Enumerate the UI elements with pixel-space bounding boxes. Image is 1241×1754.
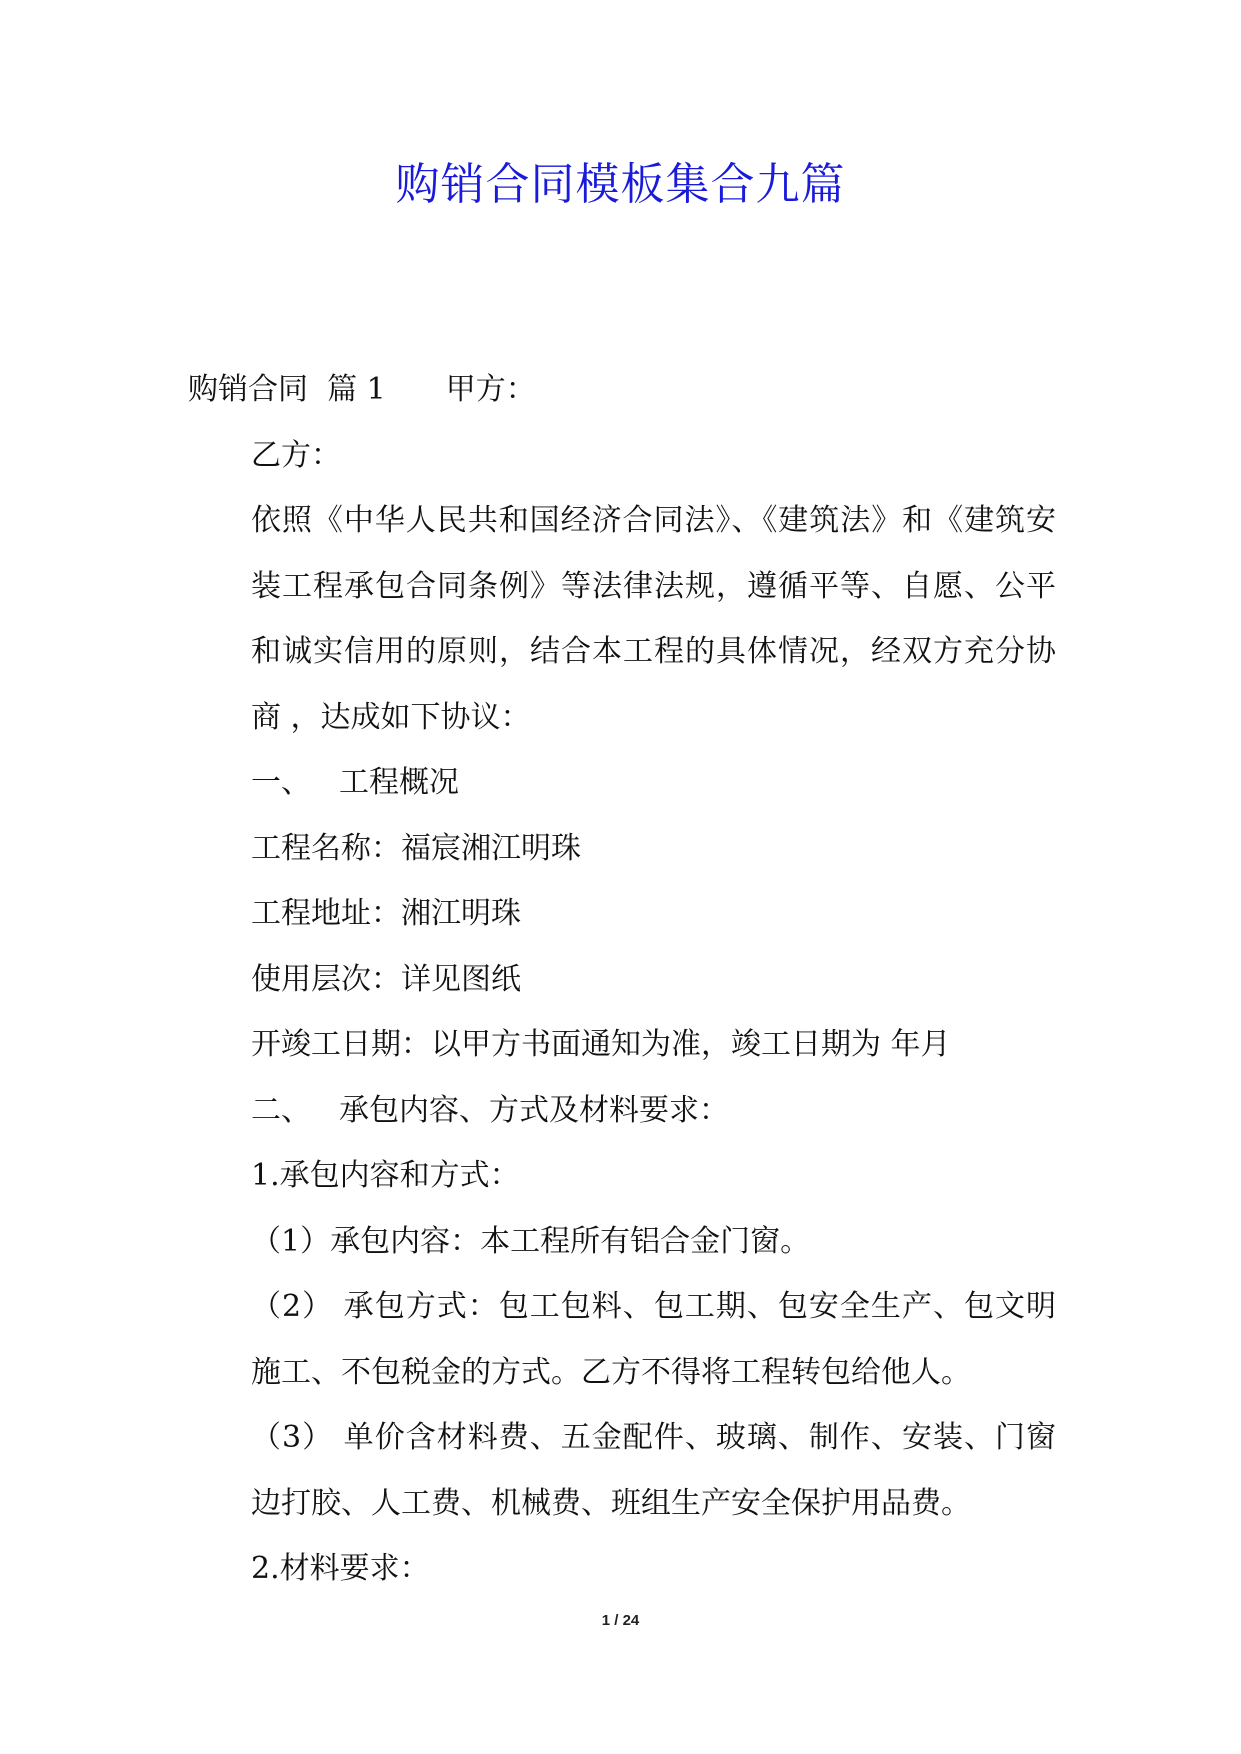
section-number: 一、 — [251, 765, 311, 800]
item-1-3: （3） 单价含材料费、五金配件、玻璃、制作、安装、门窗边打胶、人工费、机械费、班组生产安全保护用品费。 — [251, 1420, 1056, 1521]
document-title: 购销合同模板集合九篇 — [395, 159, 846, 210]
item-1-1: （1）承包内容：本工程所有铝合金门窗。 — [251, 1223, 811, 1259]
section-number: 二、 — [251, 1092, 311, 1128]
intro-paragraph: 依照《中华人民共和国经济合同法》、《建筑法》和《建筑安装工程承包合同条例》等法律法规，遵循平等、自愿、公平和诚实信用的原则，结合本工程的具体情况，经双方充分协商 ，达成如下协议： — [251, 503, 1056, 735]
project-name-line: 工程名称：福宸湘江明珠 — [251, 830, 581, 866]
item-1-heading: 1.承包内容和方式： — [251, 1158, 520, 1193]
section-label: 篇 1 — [327, 372, 386, 407]
contract-label: 购销合同 — [188, 372, 308, 407]
item-1-2: （2） 承包方式：包工包料、包工期、包安全生产、包文明施工、不包税金的方式。乙方不得将工程转包给他人。 — [251, 1289, 1056, 1390]
section-title: 工程概况 — [339, 765, 459, 800]
party-b-label: 乙方： — [251, 437, 341, 473]
header-line — [188, 357, 1056, 423]
project-address-line: 工程地址：湘江明珠 — [251, 896, 521, 931]
document-body — [188, 357, 1056, 1602]
section-heading-1 — [188, 750, 1056, 816]
floors-line: 使用层次：详见图纸 — [251, 961, 521, 997]
party-a-label: 甲方： — [445, 372, 536, 407]
item-2-heading: 2.材料要求： — [251, 1551, 430, 1586]
page-number: 1 / 24 — [601, 1612, 640, 1629]
section-title: 承包内容、方式及材料要求： — [339, 1092, 729, 1128]
section-heading-2 — [188, 1078, 1056, 1144]
dates-line: 开竣工日期：以甲方书面通知为准，竣工日期为 年月 — [251, 1027, 951, 1062]
